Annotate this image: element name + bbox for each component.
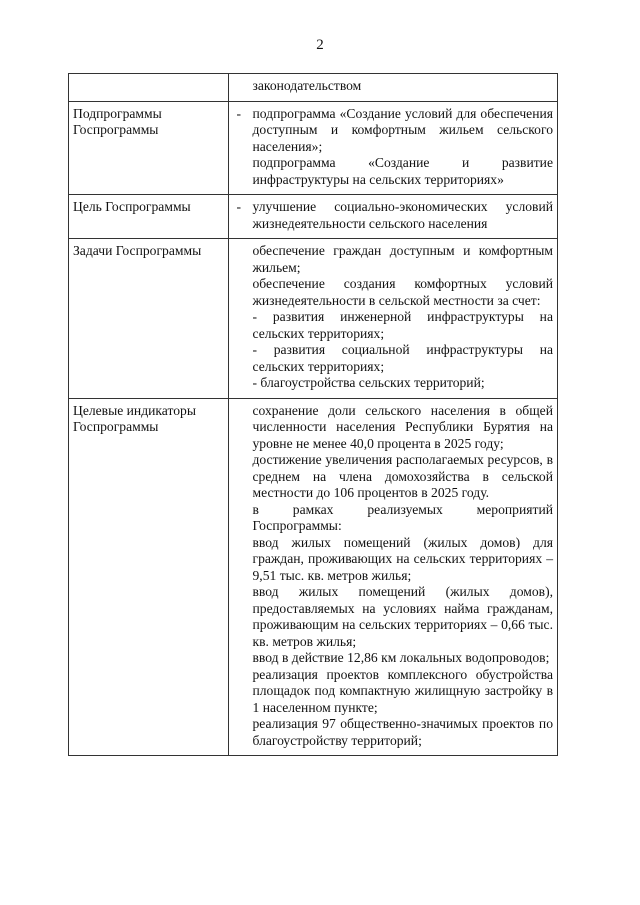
row-dash: - [229,195,249,239]
row-value [249,398,558,756]
row-label: Целевые индикаторы Госпрограммы [69,398,229,756]
program-passport-table [68,73,558,756]
value-line: законодательством [252,78,362,93]
value-line: - развития инженерной инфраструктуры на сельских территориях; [252,309,553,341]
table-row [69,101,558,195]
value-line: улучшение социально-экономических условий жизнедеятельности сельского населения [252,199,553,231]
value-line: обеспечение создания комфортных условий жизнедеятельности в сельской местности за счет: [252,276,553,308]
value-line: реализация проектов комплексного обустройства площадок под компактную жилищную застройку в 1 населенном пункте; [252,666,553,715]
row-dash [229,239,249,399]
table-row [69,195,558,239]
row-label [69,74,229,102]
value-line: - благоустройства сельских территорий; [252,375,485,390]
row-value [249,74,558,102]
row-value [249,195,558,239]
value-line: сохранение доли сельского населения в общей численности населения Республики Бурятия на уровне не менее 40,0 процента в 2025 году; [252,402,553,451]
page-number: 2 [316,37,324,53]
row-value [249,101,558,195]
value-line: обеспечение граждан доступным и комфортным жильем; [252,243,553,275]
row-value [249,239,558,399]
value-line: достижение увеличения располагаемых ресурсов, в среднем на члена домохозяйства в сельской местности до 106 процентов в 2025 году. [252,452,553,500]
value-line: ввод жилых помещений (жилых домов), предоставляемых на условиях найма гражданам, проживающим на сельских территориях – 0,66 тыс. кв. метров жилья; [252,584,553,649]
value-line: подпрограмма «Создание и развитие инфраструктуры на сельских территориях» [252,155,553,187]
row-dash [229,398,249,756]
row-label: Подпрограммы Госпрограммы [69,101,229,195]
value-line: ввод жилых помещений (жилых домов) для граждан, проживающих на сельских территориях – 9,51 тыс. кв. метров жилья; [252,534,553,583]
row-dash [229,74,249,102]
value-line: ввод в действие 12,86 км локальных водопроводов; [252,650,550,665]
value-line: подпрограмма «Создание условий для обеспечения доступным и комфортным жильем сельского населения»; [252,105,553,154]
value-line: - развития социальной инфраструктуры на сельских территориях; [252,342,553,374]
value-line: реализация 97 общественно-значимых проектов по благоустройству территорий; [252,716,553,748]
row-label: Задачи Госпрограммы [69,239,229,399]
table-row [69,74,558,102]
value-line: в рамках реализуемых мероприятий Госпрограммы: [252,501,553,533]
table-row [69,239,558,399]
row-label: Цель Госпрограммы [69,195,229,239]
table-row [69,398,558,756]
row-dash: - [229,101,249,195]
